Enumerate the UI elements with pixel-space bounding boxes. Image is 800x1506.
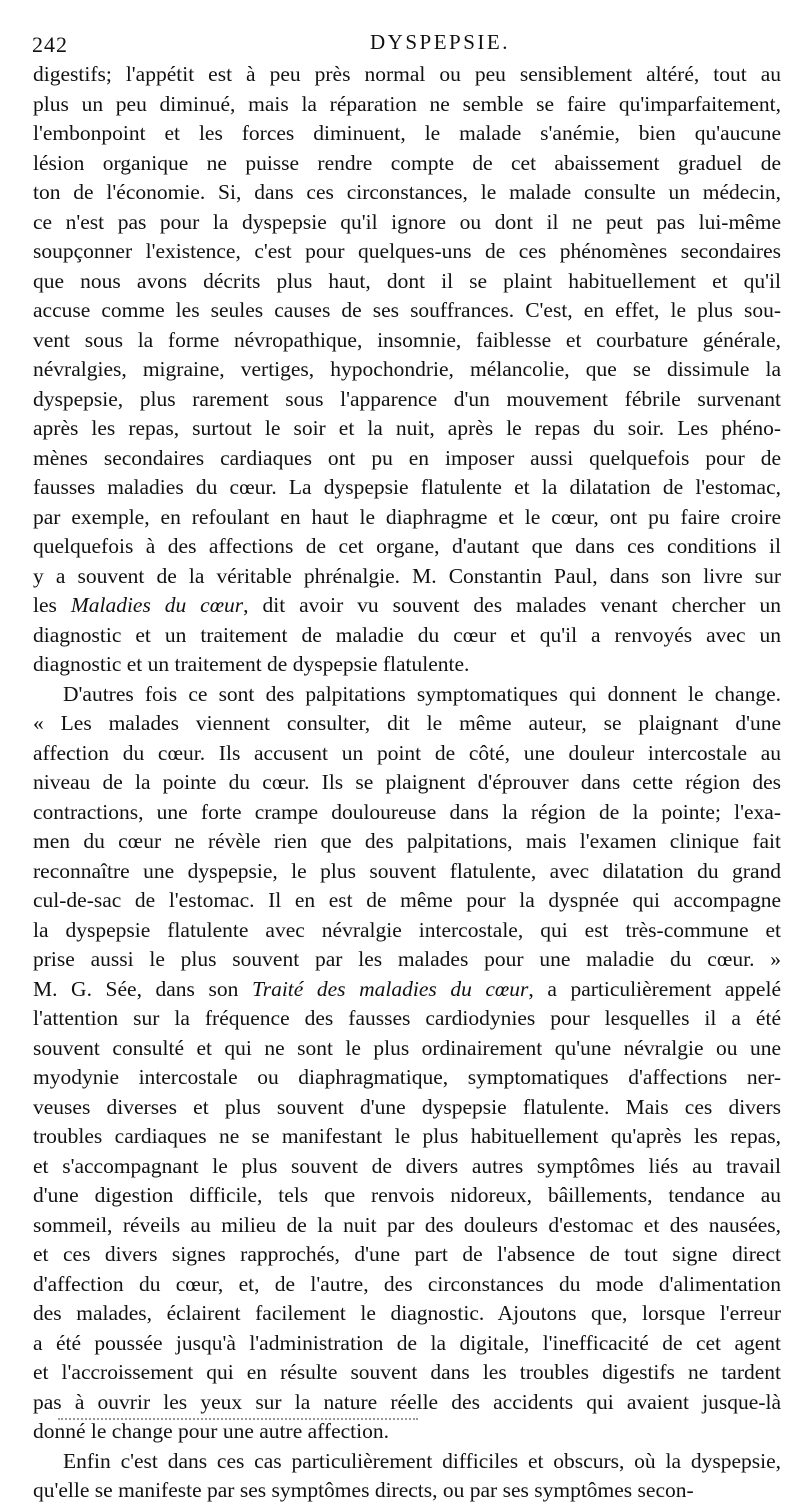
text-line: « Les malades viennent consulter, dit le même auteur, se plaignant d'une [33,711,781,735]
text-line: des malades, éclairent facilement le diagnostic. Ajoutons que, lorsque l'erreur [33,1301,781,1325]
line-text: , a particulièrement appelé [528,976,781,1001]
body-text [33,60,781,1506]
text-line: a été poussée jusqu'à l'administration de la digitale, l'inefficacité de cet agent [33,1330,781,1355]
text-line: ce n'est pas pour la dyspepsie qu'il ignore ou dont il ne peut pas lui-même [33,209,781,234]
text-line: après les repas, surtout le soir et la nuit, après le repas du soir. Les phéno- [33,416,781,440]
text-line: reconnaître une dyspepsie, le plus souvent flatulente, avec dilatation du grand [33,858,781,883]
text-line [33,975,781,1005]
text-line: niveau de la pointe du cœur. Ils se plaignent d'éprouver dans cette région des [33,770,781,794]
text-line: vent sous la forme névropathique, insomnie, faiblesse et courbature générale, [33,327,781,352]
text-line: cul-de-sac de l'estomac. Il en est de même pour la dyspnée qui accompagne [33,888,781,912]
footer-rule [58,1418,418,1420]
text-line: plus un peu diminué, mais la réparation ne semble se faire qu'imparfaitement, [33,91,781,116]
text-line: soupçonner l'existence, c'est pour quelques-uns de ces phénomènes secondaires [33,239,781,263]
text-line: myodynie intercostale ou diaphragmatique, symptomatiques d'affections ner- [33,1065,781,1089]
text-line: mènes secondaires cardiaques ont pu en imposer aussi quelquefois pour de [33,445,781,470]
text-line: l'attention sur la fréquence des fausses cardiodynies pour lesquelles il a été [33,1006,781,1030]
text-line: men du cœur ne révèle rien que des palpitations, mais l'examen clinique fait [33,829,781,853]
running-title: DYSPEPSIE. [370,30,510,54]
text-line: diagnostic et un traitement de dyspepsie flatulente. [33,652,470,676]
text-line: et ces divers signes rapprochés, d'une part de l'absence de tout signe direct [33,1242,781,1266]
italic-title: Maladies du cœur [70,593,244,617]
text-line: troubles cardiaques ne se manifestant le plus habituellement qu'après les repas, [33,1124,781,1148]
text-line: quelquefois à des affections de cet organe, d'autant que dans ces conditions il [33,534,781,558]
text-line: contractions, une forte crampe douloureuse dans la région de la pointe; l'exa- [33,799,781,824]
text-line: donné le change pour une autre affection. [33,1419,389,1443]
line-text: M. G. Sée, dans son [33,976,252,1001]
line-text: les [33,593,71,617]
text-line: fausses maladies du cœur. La dyspepsie flatulente et la dilatation de l'estomac, [33,475,781,499]
text-line: souvent consulté et qui ne sont le plus ordinairement qu'une névralgie ou une [33,1035,781,1060]
text-line: pas à ouvrir les yeux sur la nature réelle des accidents qui avaient jusque-là [33,1389,781,1414]
italic-title: Traité des maladies du cœur [251,976,529,1001]
text-line: névralgies, migraine, vertiges, hypochondrie, mélancolie, que se dissimule la [33,357,781,381]
page-number: 242 [32,32,68,57]
text-line: accuse comme les seules causes de ses souffrances. C'est, en effet, le plus sou- [33,298,781,322]
text-line: que nous avons décrits plus haut, dont il se plaint habituellement et qu'il [33,268,781,293]
text-line: et s'accompagnant le plus souvent de divers autres symptômes liés au travail [33,1153,781,1178]
text-line: prise aussi le plus souvent par les malades pour une maladie du cœur. » [33,947,781,971]
line-text: , dit avoir vu souvent des malades venant chercher un [243,593,781,617]
page-header [32,30,772,64]
text-line: sommeil, réveils au milieu de la nuit par des douleurs d'estomac et des nausées, [33,1212,781,1237]
text-line: Enfin c'est dans ces cas particulièrement difficiles et obscurs, où la dyspepsie, [63,1448,781,1473]
text-line: qu'elle se manifeste par ses symptômes directs, ou par ses symptômes secon- [33,1478,694,1502]
text-line: dyspepsie, plus rarement sous l'apparence d'un mouvement fébrile survenant [33,386,781,411]
text-line: y a souvent de la véritable phrénalgie. M. Constantin Paul, dans son livre sur [33,563,781,588]
text-line: l'embonpoint et les forces diminuent, le malade s'anémie, bien qu'aucune [33,121,781,145]
text-line: la dyspepsie flatulente avec névralgie intercostale, qui est très-commune et [33,917,781,942]
text-line [33,591,781,621]
text-line: par exemple, en refoulant en haut le diaphragme et le cœur, ont pu faire croire [33,504,781,529]
text-line: affection du cœur. Ils accusent un point de côté, une douleur intercostale au [33,740,781,765]
text-line: et l'accroissement qui en résulte souvent dans les troubles digestifs ne tardent [33,1360,781,1384]
text-line: lésion organique ne puisse rendre compte de cet abaissement graduel de [33,150,781,175]
text-line: D'autres fois ce sont des palpitations symptomatiques qui donnent le change. [63,681,781,706]
text-line: digestifs; l'appétit est à peu près normal ou peu sensiblement altéré, tout au [33,62,781,86]
text-line: veuses diverses et plus souvent d'une dyspepsie flatulente. Mais ces divers [33,1094,781,1119]
text-line: d'une digestion difficile, tels que renvois nidoreux, bâillements, tendance au [33,1183,781,1207]
text-line: diagnostic et un traitement de maladie du cœur et qu'il a renvoyés avec un [33,622,781,647]
text-line: d'affection du cœur, et, de l'autre, des circonstances du mode d'alimentation [33,1271,781,1296]
text-line: ton de l'économie. Si, dans ces circonstances, le malade consulte un médecin, [33,180,781,204]
